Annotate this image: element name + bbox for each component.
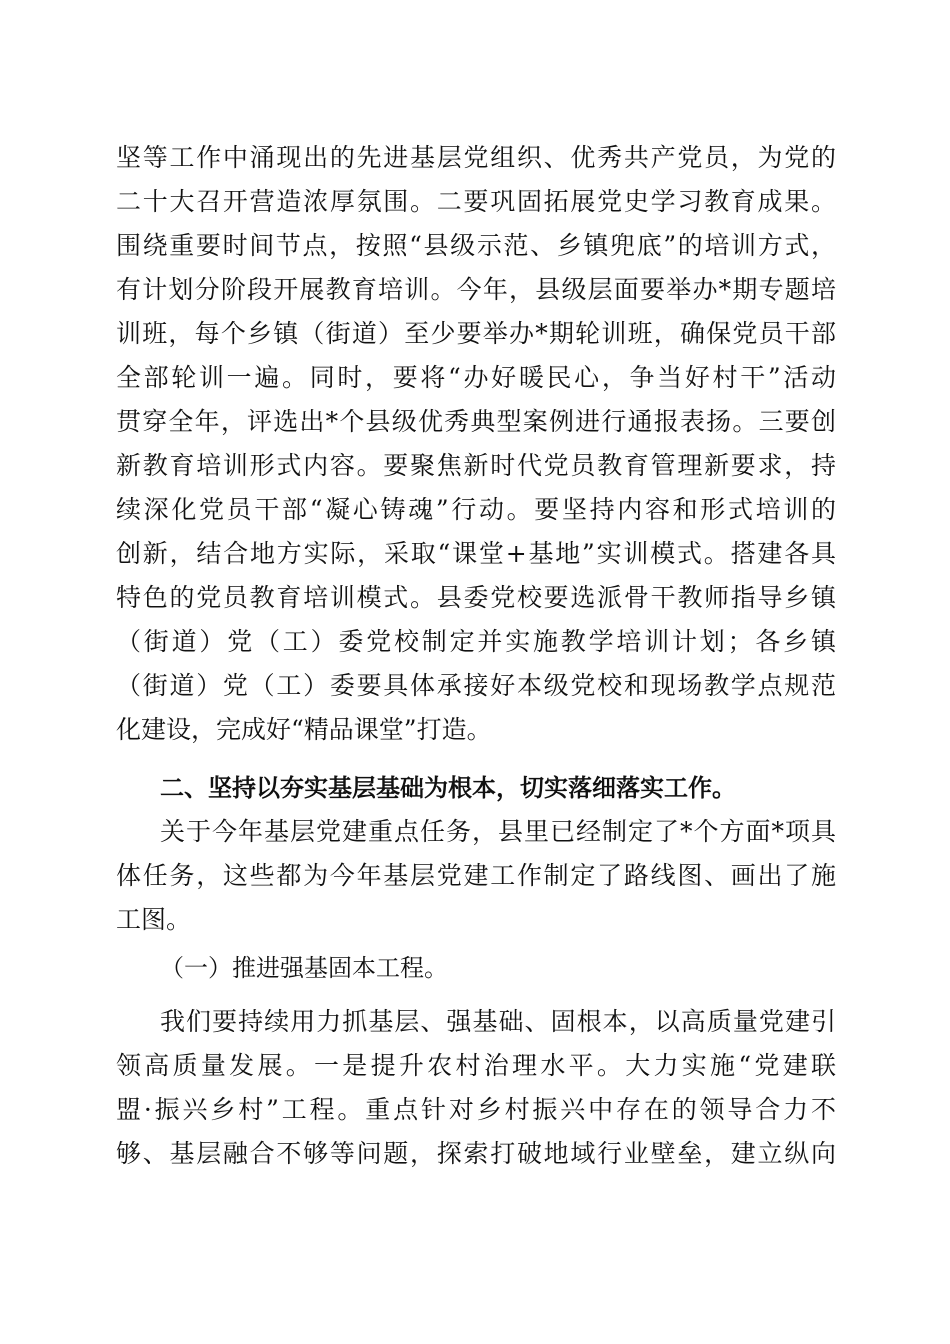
body-line: 二十大召开营造浓厚氛围。二要巩固拓展党史学习教育成果。 xyxy=(116,187,836,216)
body-line: 领高质量发展。一是提升农村治理水平。大力实施“党建联 xyxy=(116,1051,836,1080)
body-line: 够、基层融合不够等问题，探索打破地域行业壁垒，建立纵向 xyxy=(116,1139,836,1168)
body-line: 围绕重要时间节点，按照“县级示范、乡镇兜底”的培训方式， xyxy=(116,231,836,260)
body-line: 盟·振兴乡村”工程。重点针对乡村振兴中存在的领导合力不 xyxy=(116,1095,836,1124)
body-line: 有计划分阶段开展教育培训。今年，县级层面要举办*期专题培 xyxy=(116,275,836,304)
body-line: 贯穿全年，评选出*个县级优秀典型案例进行通报表扬。三要创 xyxy=(116,407,836,436)
body-line: 我们要持续用力抓基层、强基础、固根本，以高质量党建引 xyxy=(160,1007,836,1036)
body-line: 化建设，完成好“精品课堂”打造。 xyxy=(116,715,492,744)
body-line: 全部轮训一遍。同时，要将“办好暖民心，争当好村干”活动 xyxy=(116,363,836,392)
subsection-heading: （一）推进强基固本工程。 xyxy=(160,954,448,982)
body-line: 关于今年基层党建重点任务，县里已经制定了*个方面*项具 xyxy=(160,817,836,846)
body-line: （街道）党（工）委党校制定并实施教学培训计划；各乡镇 xyxy=(116,627,836,656)
body-line: 特色的党员教育培训模式。县委党校要选派骨干教师指导乡镇 xyxy=(116,583,836,612)
body-line: 体任务，这些都为今年基层党建工作制定了路线图、画出了施 xyxy=(116,861,836,890)
body-line: 坚等工作中涌现出的先进基层党组织、优秀共产党员，为党的 xyxy=(116,143,836,172)
body-line: （街道）党（工）委要具体承接好本级党校和现场教学点规范 xyxy=(116,671,836,700)
body-line: 续深化党员干部“凝心铸魂”行动。要坚持内容和形式培训的 xyxy=(116,495,836,524)
body-line: 训班，每个乡镇（街道）至少要举办*期轮训班，确保党员干部 xyxy=(116,319,836,348)
body-line: 创新，结合地方实际，采取“课堂+基地”实训模式。搭建各具 xyxy=(116,539,836,568)
body-line: 工图。 xyxy=(116,905,192,934)
section-heading: 二、坚持以夯实基层基础为根本，切实落细落实工作。 xyxy=(160,774,736,802)
body-line: 新教育培训形式内容。要聚焦新时代党员教育管理新要求，持 xyxy=(116,451,836,480)
